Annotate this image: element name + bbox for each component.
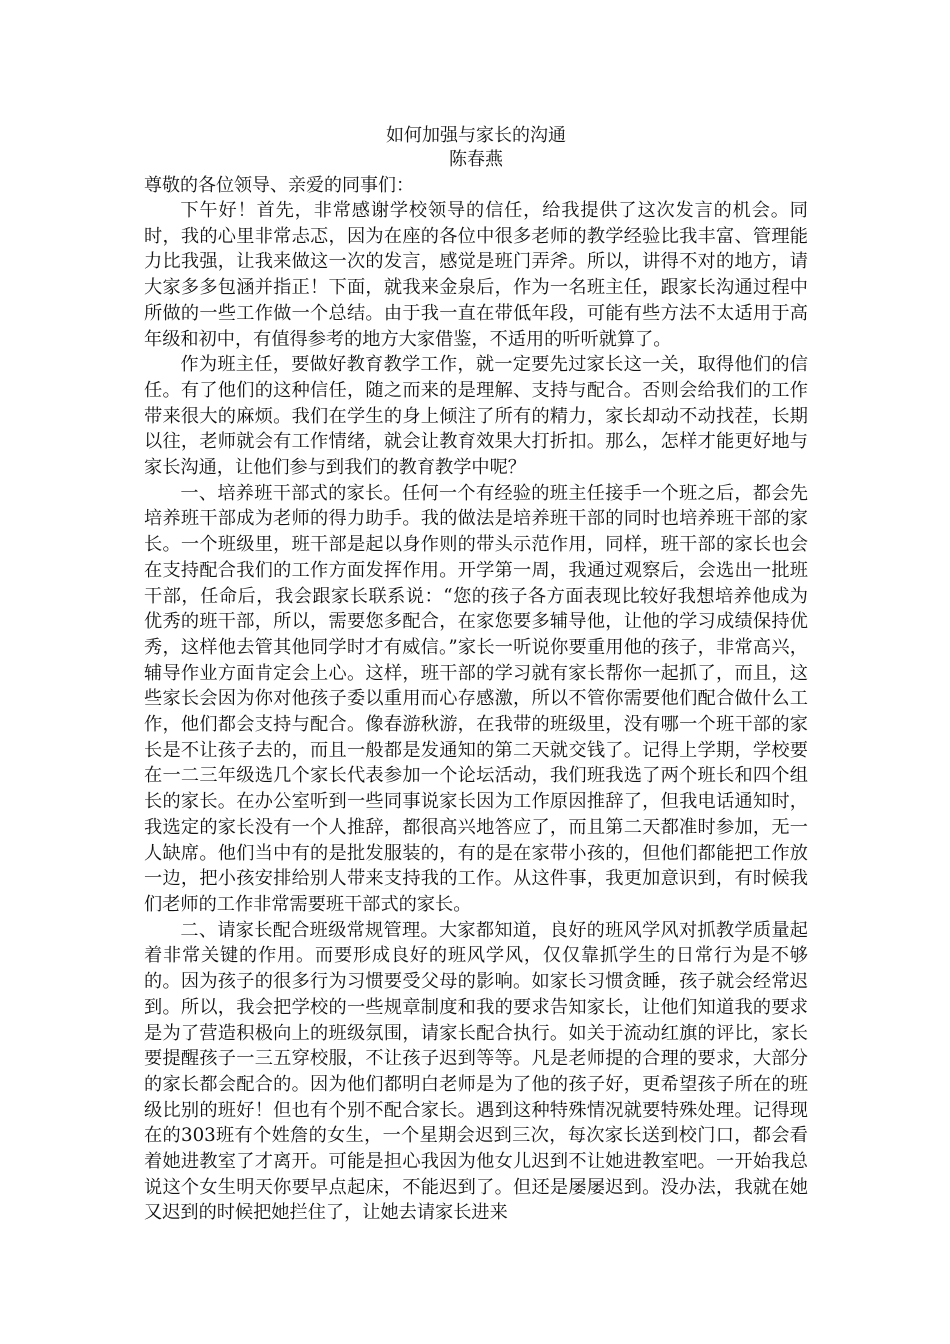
- paragraph-trust: 作为班主任，要做好教育教学工作，就一定要先过家长这一关，取得他们的信任。有了他们的这种信任，随之而来的是理解、支持与配合。否则会给我们的工作带来很大的麻烦。我们在学生的身上倾注了所有的精力，家长却动不动找茬，长期以往，老师就会有工作情绪，就会让教育效果大打折扣。那么，怎样才能更好地与家长沟通，让他们参与到我们的教育教学中呢？: [144, 354, 808, 479]
- paragraph-section-one: 一、培养班干部式的家长。任何一个有经验的班主任接手一个班之后，都会先培养班干部成为老师的得力助手。我的做法是培养班干部的同时也培养班干部的家长。一个班级里，班干部是起以身作则的带头示范作用，同样，班干部的家长也会在支持配合我们的工作方面发挥作用。开学第一周，我通过观察后，会选出一批班干部，任命后，我会跟家长联系说：“您的孩子各方面表现比较好我想培养他成为优秀的班干部，所以，需要您多配合，在家您要多辅导他，让他的学习成绩保持优秀，这样他去管其他同学时才有威信。”家长一听说你要重用他的孩子，非常高兴，辅导作业方面肯定会上心。这样，班干部的学习就有家长帮你一起抓了，而且，这些家长会因为你对他孩子委以重用而心存感激，所以不管你需要他们配合做什么工作，他们都会支持与配合。像春游秋游，在我带的班级里，没有哪一个班干部的家长是不让孩子去的，而且一般都是发通知的第二天就交钱了。记得上学期，学校要在一二三年级选几个家长代表参加一个论坛活动，我们班我选了两个班长和四个组长的家长。在办公室听到一些同事说家长因为工作原因推辞了，但我电话通知时，我选定的家长没有一个人推辞，都很高兴地答应了，而且第二天都准时参加，无一人缺席。他们当中有的是批发服装的，有的是在家带小孩的，但他们都能把工作放一边，把小孩安排给别人带来支持我的工作。从这件事，我更加意识到，有时候我们老师的工作非常需要班干部式的家长。: [144, 482, 808, 915]
- document-page: [144, 124, 808, 1226]
- paragraph-section-two: 二、请家长配合班级常规管理。大家都知道，良好的班风学风对抓教学质量起着非常关键的作用。而要形成良好的班风学风，仅仅靠抓学生的日常行为是不够的。因为孩子的很多行为习惯要受父母的影响。如家长习惯贪睡，孩子就会经常迟到。所以，我会把学校的一些规章制度和我的要求告知家长，让他们知道我的要求是为了营造积极向上的班级氛围，请家长配合执行。如关于流动红旗的评比，家长要提醒孩子一三五穿校服，不让孩子迟到等等。凡是老师提的合理的要求，大部分的家长都会配合的。因为他们都明白老师是为了他的孩子好，更希望孩子所在的班级比别的班好！但也有个别不配合家长。遇到这种特殊情况就要特殊处理。记得现在的303班有个姓詹的女生，一个星期会迟到三次，每次家长送到校门口，都会看着她进教室了才离开。可能是担心我因为他女儿迟到不让她进教室吧。一开始我总说这个女生明天你要早点起床，不能迟到了。但还是屡屡迟到。没办法，我就在她又迟到的时候把她拦住了，让她去请家长进来: [144, 919, 808, 1224]
- paragraph-intro: 下午好！首先，非常感谢学校领导的信任，给我提供了这次发言的机会。同时，我的心里非常忐忑，因为在座的各位中很多老师的教学经验比我丰富、管理能力比我强，让我来做这一次的发言，感觉是班门弄斧。所以，讲得不对的地方，请大家多多包涵并指正！下面，就我来金泉后，作为一名班主任，跟家长沟通过程中所做的一些工作做一个总结。由于我一直在带低年段，可能有些方法不太适用于高年级和初中，有值得参考的地方大家借鉴，不适用的听听就算了。: [144, 200, 808, 350]
- salutation: 尊敬的各位领导、亲爱的同事们：: [144, 175, 414, 196]
- document-title: 如何加强与家长的沟通: [386, 125, 566, 146]
- document-author: 陈春燕: [449, 149, 503, 170]
